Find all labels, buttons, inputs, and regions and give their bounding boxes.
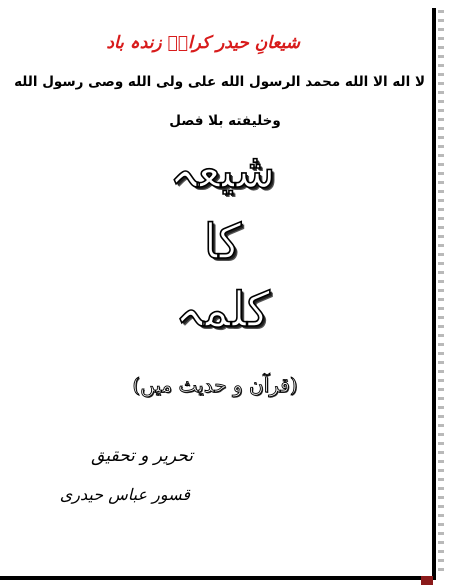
dashed-margin-strip: [438, 10, 444, 576]
corner-accent: [421, 576, 433, 585]
slogan-heading: شیعانِ حیدر کرارؑ زندہ باد: [106, 33, 300, 53]
title-word-kalima: کلمہ: [175, 282, 270, 338]
title-word-ka: کا: [203, 214, 242, 270]
written-by-label: تحریر و تحقیق: [91, 446, 193, 466]
kalima-line-2: وخلیفته بلا فصل: [169, 113, 281, 129]
author-name: قسور عباس حیدری: [59, 485, 190, 504]
title-word-shia: شیعہ: [169, 143, 276, 199]
page-border-right: [432, 8, 436, 578]
page-border-bottom: [0, 576, 436, 580]
subtitle: (قرآن و حدیث میں): [132, 373, 298, 397]
kalima-line-1: لا اله الا الله محمد الرسول الله علی ولی الله وصی رسول الله: [14, 74, 425, 90]
